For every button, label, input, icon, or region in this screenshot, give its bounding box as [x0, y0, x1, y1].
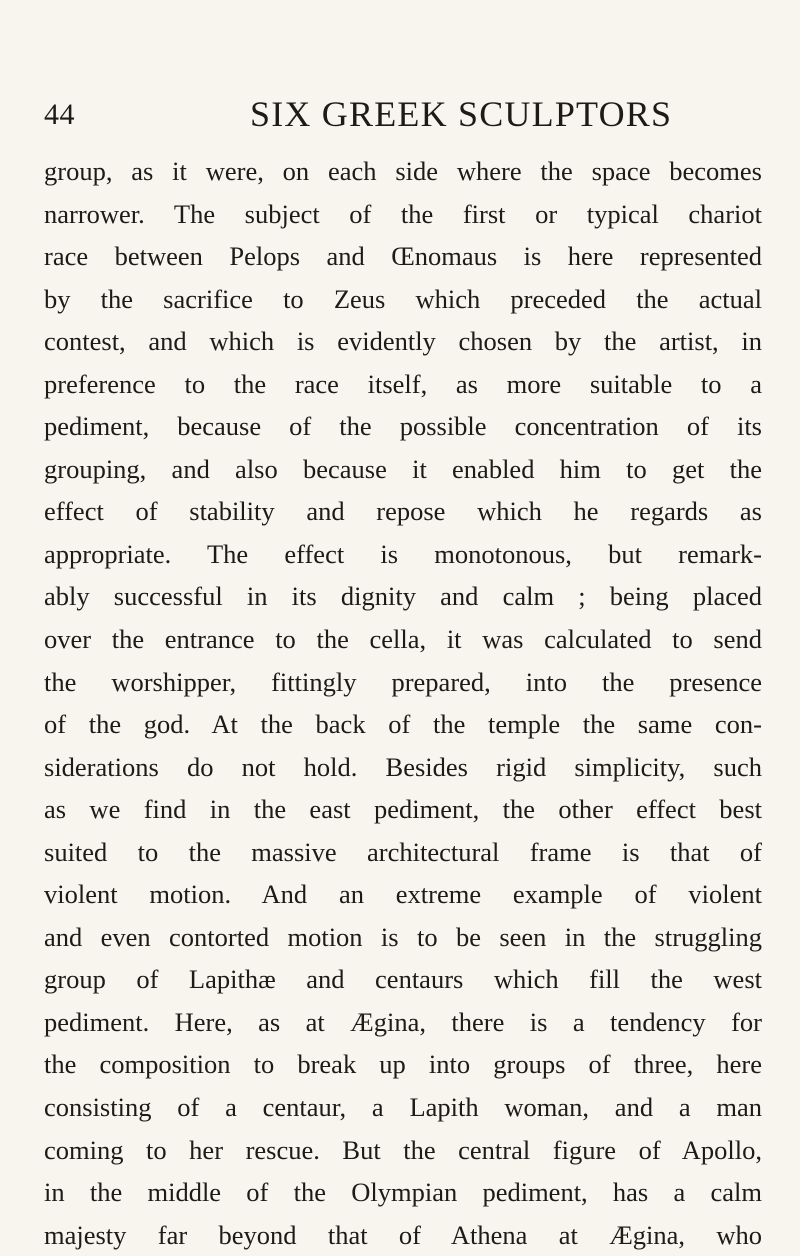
body-text — [44, 150, 762, 1256]
running-title: SIX GREEK SCULPTORS — [250, 94, 673, 134]
text-line: pediment, because of the possible concentration of its — [44, 411, 762, 442]
text-line: of the god. At the back of the temple the same con- — [44, 709, 762, 740]
text-line: pediment. Here, as at Ægina, there is a tendency for — [44, 1006, 762, 1037]
text-line: as we find in the east pediment, the other effect best — [44, 794, 762, 825]
page-number: 44 — [44, 98, 75, 131]
text-line: over the entrance to the cella, it was calculated to send — [44, 624, 762, 655]
text-line: contest, and which is evidently chosen by the artist, in — [44, 326, 762, 357]
text-line: appropriate. The effect is monotonous, but remark- — [44, 538, 762, 569]
text-line: effect of stability and repose which he regards as — [44, 496, 762, 527]
text-line: violent motion. And an extreme example of violent — [44, 879, 762, 910]
text-line: narrower. The subject of the first or typical chariot — [44, 198, 762, 229]
text-line: consisting of a centaur, a Lapith woman, and a man — [44, 1092, 762, 1123]
text-line: ably successful in its dignity and calm ; being placed — [44, 581, 762, 612]
text-line: grouping, and also because it enabled him to get the — [44, 453, 762, 484]
text-line: in the middle of the Olympian pediment, has a calm — [44, 1177, 762, 1208]
text-line: coming to her rescue. But the central figure of Apollo, — [44, 1134, 762, 1165]
text-line: by the sacrifice to Zeus which preceded the actual — [44, 283, 762, 314]
text-line: race between Pelops and Œnomaus is here represented — [44, 241, 762, 272]
text-line: group of Lapithæ and centaurs which fill the west — [44, 964, 762, 995]
text-line: and even contorted motion is to be seen in the struggling — [44, 921, 762, 952]
text-line: suited to the massive architectural frame is that of — [44, 836, 762, 867]
text-line: group, as it were, on each side where the space becomes — [44, 156, 762, 186]
text-line: preference to the race itself, as more suitable to a — [44, 368, 762, 399]
text-line: majesty far beyond that of Athena at Ægina, who — [44, 1219, 762, 1250]
text-line: the composition to break up into groups of three, here — [44, 1049, 762, 1080]
text-line: siderations do not hold. Besides rigid simplicity, such — [44, 751, 762, 782]
text-line: the worshipper, fittingly prepared, into the presence — [44, 666, 762, 697]
